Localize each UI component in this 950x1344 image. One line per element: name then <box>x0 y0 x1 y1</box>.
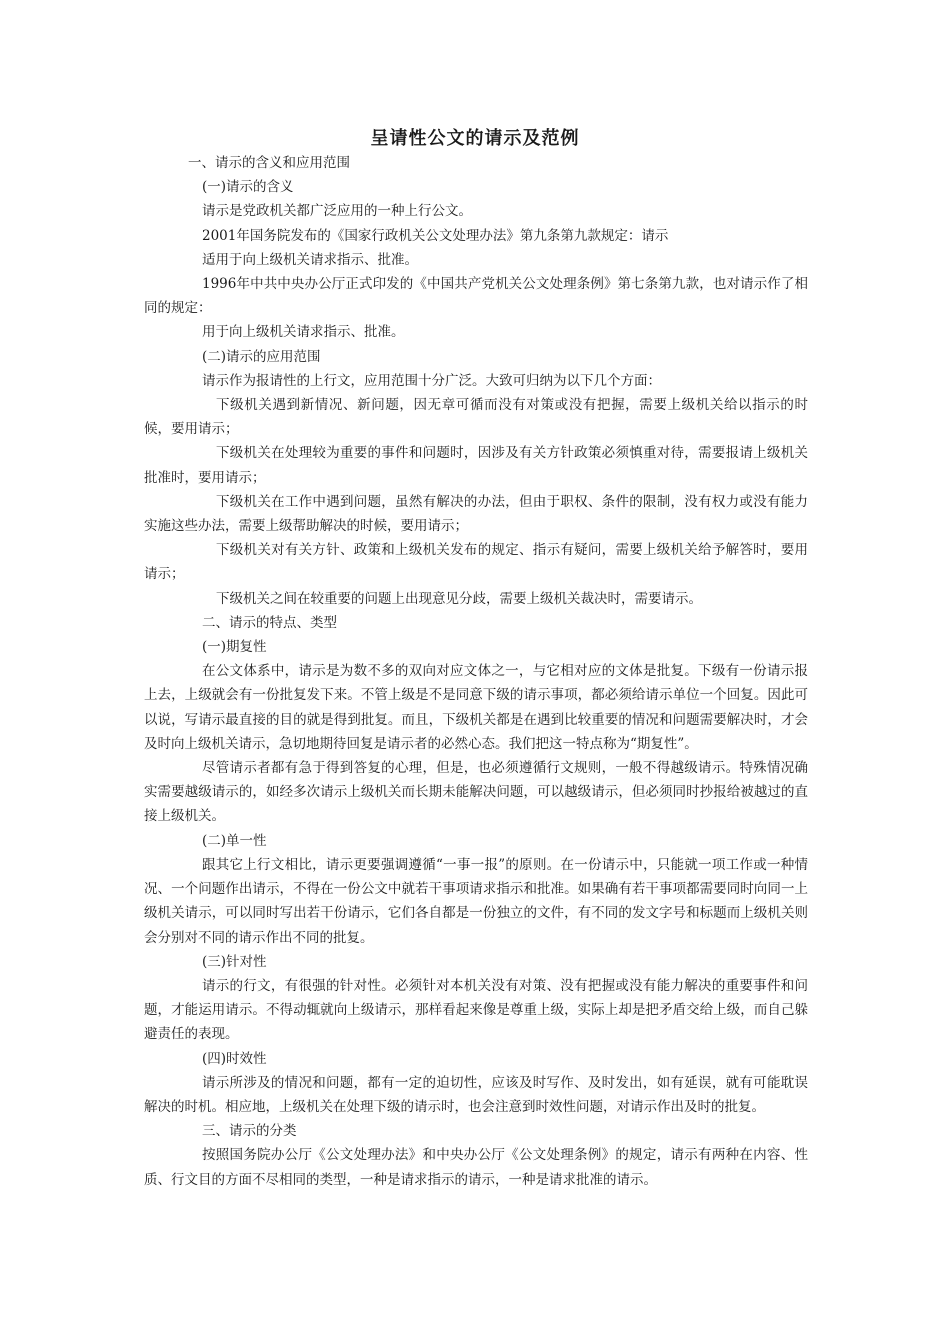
paragraph: (四)时效性 <box>202 1050 267 1067</box>
document-title: 呈请性公文的请示及范例 <box>370 128 580 149</box>
paragraph: (一)期复性 <box>202 639 267 656</box>
paragraph: (二)单一性 <box>202 832 267 849</box>
paragraph: 二、请示的特点、类型 <box>202 614 337 631</box>
paragraph: 请示的行文，有很强的针对性。必须针对本机关没有对策、没有把握或没有能力解决的重要事件和问题，才能运用请示。不得动辄就向上级请示，那样看起来像是尊重上级，实际上却是把矛盾交给上级，而自己躲避责任的表现。 <box>144 977 808 1043</box>
paragraph: 2001年国务院发布的《国家行政机关公文处理办法》第九条第九款规定：请示 <box>202 227 669 244</box>
paragraph: 在公文体系中，请示是为数不多的双向对应文体之一，与它相对应的文体是批复。下级有一份请示报上去，上级就会有一份批复发下来。不管上级是不是同意下级的请示事项，都必须给请示单位一个回复。因此可以说，写请示最直接的目的就是得到批复。而且，下级机关都是在遇到比较重要的情况和问题需要解决时，才会及时向上级机关请示，急切地期待回复是请示者的必然心态。我们把这一特点称为“期复性”。 <box>144 663 808 752</box>
paragraph: 用于向上级机关请求指示、批准。 <box>202 324 405 341</box>
paragraph: 尽管请示者都有急于得到答复的心理，但是，也必须遵循行文规则，一般不得越级请示。特殊情况确实需要越级请示的，如经多次请示上级机关而长期未能解决问题，可以越级请示，但必须同时抄报给被越过的直接上级机关。 <box>144 760 808 825</box>
paragraph: 跟其它上行文相比，请示更要强调遵循“一事一报”的原则。在一份请示中，只能就一项工作或一种情况、一个问题作出请示，不得在一份公文中就若干事项请求指示和批准。如果确有若干事项都需要同时向同一上级机关请示，可以同时写出若干份请示，它们各自都是一份独立的文件，有不同的发文字号和标题而上级机关则会分别对不同的请示作出不同的批复。 <box>144 856 808 946</box>
paragraph: 下级机关在处理较为重要的事件和问题时，因涉及有关方针政策必须慎重对待，需要报请上级机关批准时，要用请示； <box>144 445 808 486</box>
paragraph: 下级机关对有关方针、政策和上级机关发布的规定、指示有疑问，需要上级机关给予解答时，要用请示； <box>144 542 808 583</box>
document-body <box>144 151 808 1192</box>
paragraph: 1996年中共中央办公厅正式印发的《中国共产党机关公文处理条例》第七条第九款，也对请示作了相同的规定： <box>144 276 808 317</box>
paragraph: 按照国务院办公厅《公文处理办法》和中央办公厅《公文处理条例》的规定，请示有两种在内容、性质、行文目的方面不尽相同的类型，一种是请求指示的请示，一种是请求批准的请示。 <box>144 1147 808 1188</box>
paragraph: 三、请示的分类 <box>202 1123 297 1140</box>
paragraph: (一)请示的含义 <box>202 179 294 196</box>
paragraph: 一、请示的含义和应用范围 <box>188 155 350 171</box>
paragraph: 下级机关之间在较重要的问题上出现意见分歧，需要上级机关裁决时，需要请示。 <box>216 590 702 607</box>
paragraph: 下级机关在工作中遇到问题，虽然有解决的办法，但由于职权、条件的限制，没有权力或没有能力实施这些办法，需要上级帮助解决的时候，要用请示； <box>144 493 808 535</box>
paragraph: 请示所涉及的情况和问题，都有一定的迫切性，应该及时写作、及时发出，如有延误，就有可能耽误解决的时机。相应地，上级机关在处理下级的请示时，也会注意到时效性问题，对请示作出及时的批复。 <box>144 1074 808 1115</box>
paragraph: 适用于向上级机关请求指示、批准。 <box>202 251 418 268</box>
paragraph: 请示是党政机关都广泛应用的一种上行公文。 <box>202 203 472 220</box>
paragraph: 请示作为报请性的上行文，应用范围十分广泛。大致可归纳为以下几个方面： <box>202 372 661 389</box>
paragraph: (二)请示的应用范围 <box>202 348 321 365</box>
paragraph: (三)针对性 <box>202 953 267 970</box>
paragraph: 下级机关遇到新情况、新问题，因无章可循而没有对策或没有把握，需要上级机关给以指示的时候，要用请示； <box>144 397 808 438</box>
